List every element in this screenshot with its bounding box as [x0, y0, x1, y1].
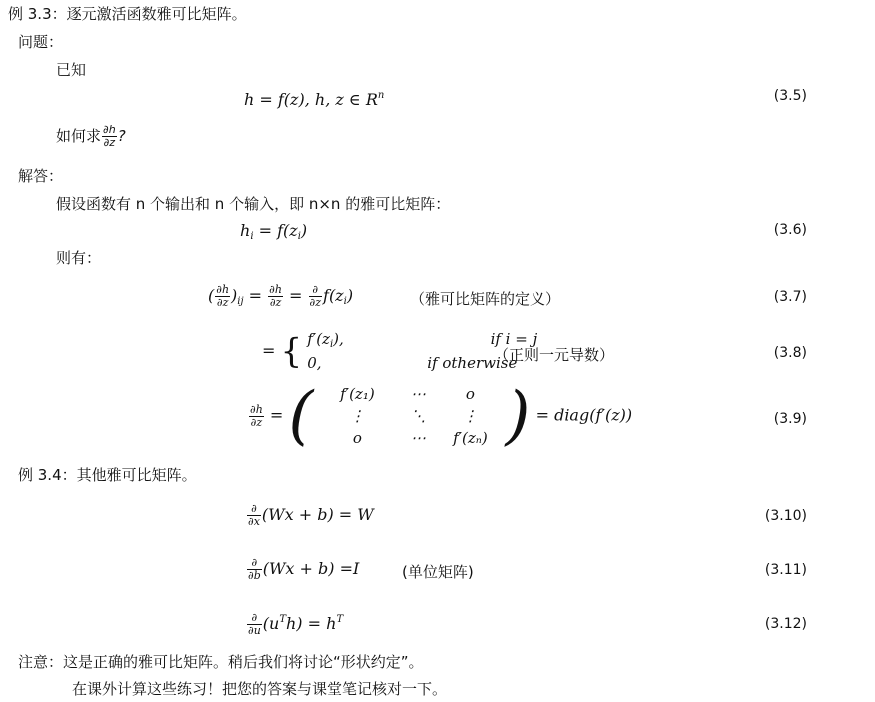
jacobian-definition-note: （雅可比矩阵的定义）	[410, 290, 561, 308]
regular-derivative-note: （正则一元导数）	[494, 346, 615, 364]
solution-label: 解答：	[18, 167, 64, 185]
then-label: 则有：	[56, 249, 102, 267]
equation-number-3-8: (3.8)	[773, 345, 807, 361]
identity-matrix-note: (单位矩阵)	[402, 563, 474, 581]
question-label: 问题：	[18, 33, 64, 51]
equation-3-9: $\frac{\partial h}{\partial z}$ = ( f′(z₁) ⋯ o ⋮ ⋱ ⋮ o ⋯ f′(zₙ) ) = diag(f′(z))	[250, 379, 633, 453]
equation-3-7: ( $\frac{\partial h}{\partial z}$ )$_{ij}$ = $\frac{\partial h}{\partial z}$ = $\frac{\partial}{\partial z}$ $f(z_i)$	[208, 283, 354, 309]
jacobian-matrix: f′(z₁) ⋯ o ⋮ ⋱ ⋮ o ⋯ f′(zₙ)	[340, 385, 488, 447]
equation-number-3-7: (3.7)	[773, 289, 807, 305]
example-3-4-title: 例 3.4：其他雅可比矩阵。	[18, 466, 197, 484]
how-to-compute: 如何求 $\frac{\partial h}{\partial z}$ ?	[56, 123, 126, 149]
equation-3-11: $\frac{\partial}{\partial b}$ (Wx + b) =I	[248, 556, 360, 582]
equation-3-10: $\frac{\partial}{\partial x}$ (Wx + b) = W	[248, 502, 374, 528]
practice-text: 在课外计算这些练习！把您的答案与课堂笔记核对一下。	[72, 680, 448, 698]
fraction-dh-dz: $\frac{\partial h}{\partial z}$	[103, 123, 116, 149]
equation-number-3-12: (3.12)	[764, 616, 807, 632]
equation-3-6: $h_i = f(z_i)$	[240, 221, 308, 242]
example-3-3-title: 例 3.3：逐元激活函数雅可比矩阵。	[8, 5, 247, 23]
equation-3-5: h = f(z), h, z ∈ $R^n$	[244, 90, 385, 109]
equation-number-3-11: (3.11)	[764, 562, 807, 578]
equation-number-3-10: (3.10)	[764, 508, 807, 524]
equation-number-3-6: (3.6)	[773, 222, 807, 238]
equation-number-3-5: (3.5)	[773, 88, 807, 104]
equation-3-12: $\frac{\partial}{\partial u}$ $(u^Th) = h^T$	[248, 611, 344, 637]
assumption-text: 假设函数有 n 个输出和 n 个输入，即 n×n 的雅可比矩阵：	[56, 195, 451, 213]
equation-number-3-9: (3.9)	[773, 411, 807, 427]
given-label: 已知	[56, 61, 87, 79]
equation-3-8: = { $f'(z_i)$, if i = j 0, if otherwise	[262, 330, 538, 372]
notice-text: 注意：这是正确的雅可比矩阵。稍后我们将讨论“形状约定”。	[18, 653, 424, 671]
